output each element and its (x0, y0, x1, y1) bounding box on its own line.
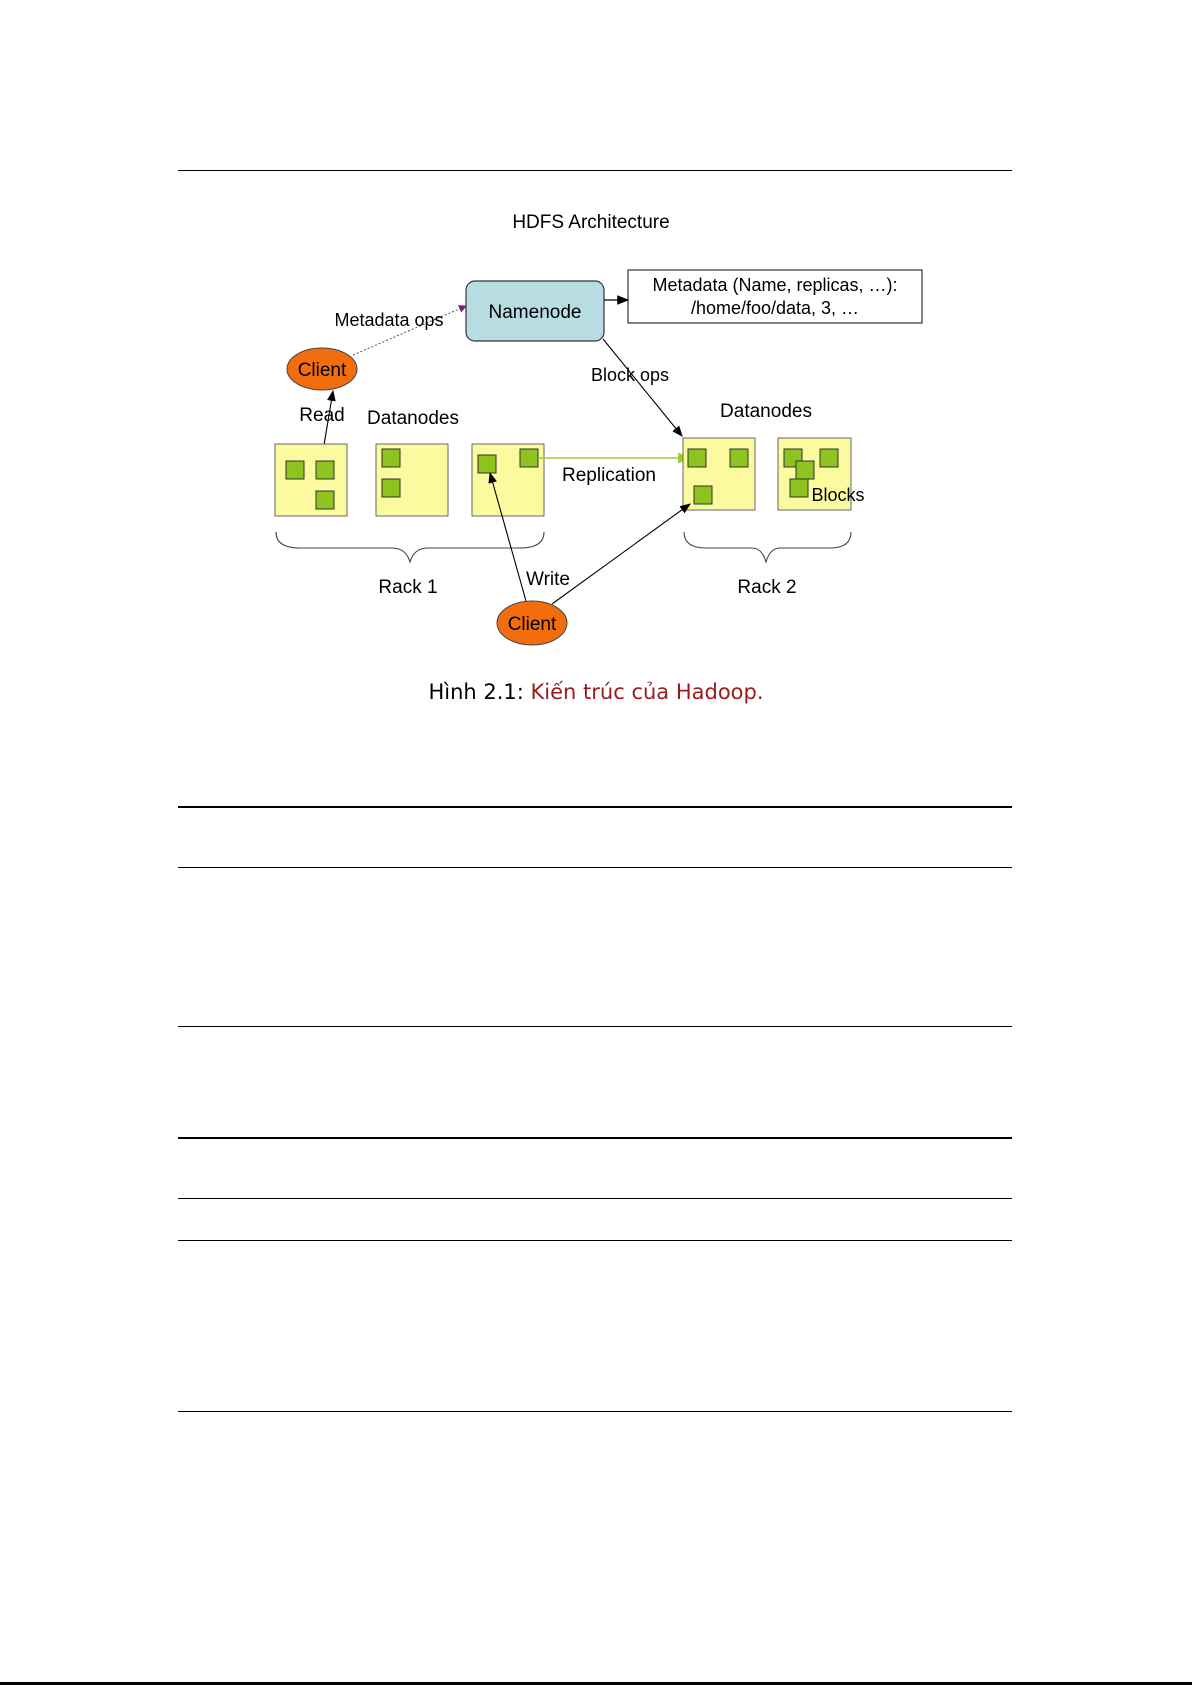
block (520, 449, 538, 467)
block (382, 479, 400, 497)
write-arrow-rack2 (552, 504, 690, 604)
metadata-line-2: /home/foo/data, 3, … (690, 298, 860, 318)
rack1-brace (276, 532, 544, 562)
block-ops-arrow (603, 339, 682, 436)
rack1-datanode-3 (472, 444, 544, 516)
metadata-ops-label: Metadata ops (334, 310, 444, 330)
section-rule-6 (178, 1240, 1012, 1241)
block (286, 461, 304, 479)
section-rule-5 (178, 1198, 1012, 1199)
block (820, 449, 838, 467)
rack1-datanode-2 (376, 444, 448, 516)
section-rule-4 (178, 1137, 1012, 1139)
block (730, 449, 748, 467)
client-write-label: Client (507, 614, 557, 635)
block (790, 479, 808, 497)
section-rule-3 (178, 1026, 1012, 1027)
diagram-title: HDFS Architecture (512, 212, 670, 233)
section-rule-7 (178, 1411, 1012, 1412)
datanodes-label-left: Datanodes (367, 408, 459, 429)
section-rule-2 (178, 867, 1012, 868)
caption-prefix: Hình 2.1: (428, 680, 531, 704)
blocks-label: Blocks (811, 485, 865, 505)
datanodes-label-right: Datanodes (720, 401, 812, 422)
rack2-brace (684, 532, 851, 562)
block (316, 491, 334, 509)
metadata-line-1: Metadata (Name, replicas, …): (652, 275, 898, 295)
rack1-label: Rack 1 (378, 577, 438, 598)
write-label: Write (526, 569, 570, 590)
block (688, 449, 706, 467)
caption-title: Kiến trúc của Hadoop. (530, 680, 764, 704)
section-rule-1 (178, 806, 1012, 808)
read-label: Read (299, 405, 345, 426)
block (796, 461, 814, 479)
block (316, 461, 334, 479)
block (694, 486, 712, 504)
block (382, 449, 400, 467)
rack1-datanode-1 (275, 444, 347, 516)
rack2-datanode-1 (683, 438, 755, 510)
block (478, 455, 496, 473)
client-read-label: Client (297, 360, 347, 381)
rack2-label: Rack 2 (737, 577, 797, 598)
block-ops-label: Block ops (590, 365, 670, 385)
hdfs-architecture-diagram (0, 0, 1192, 680)
replication-label: Replication (562, 465, 656, 486)
namenode-label: Namenode (488, 302, 582, 323)
figure-caption (0, 680, 1192, 704)
